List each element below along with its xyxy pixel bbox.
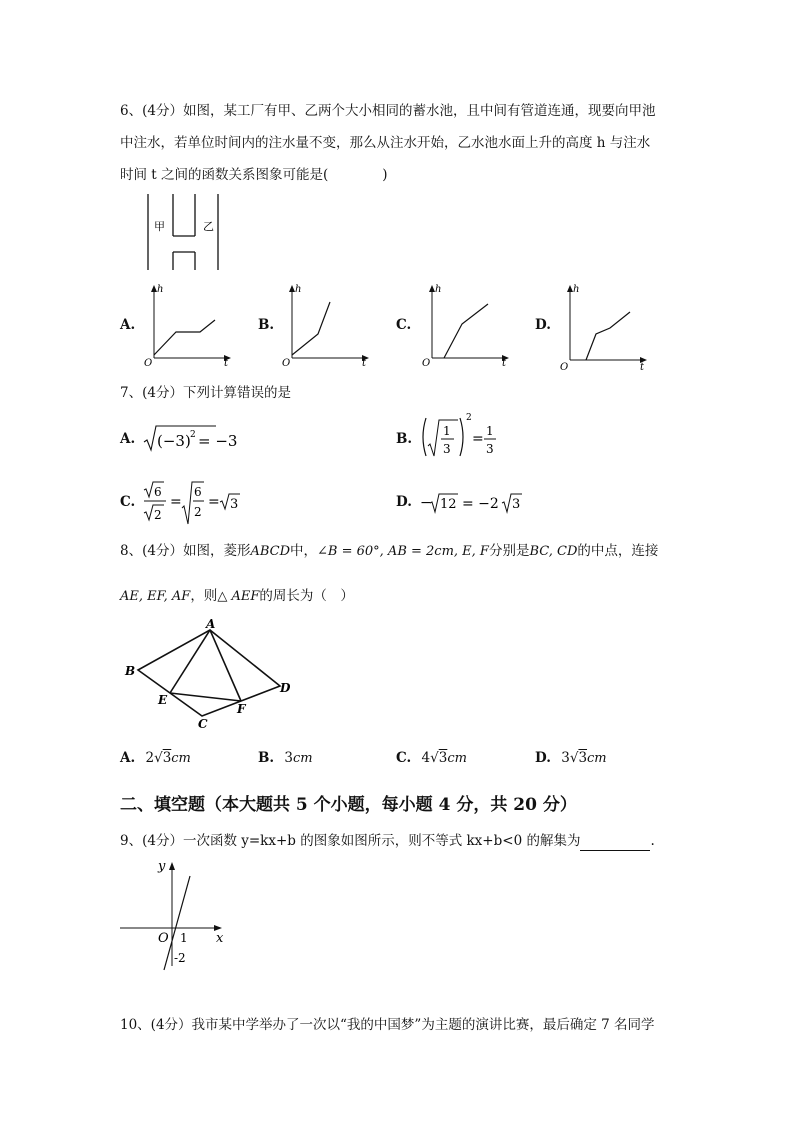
q9-stem: 9、(4分）一次函数 y=kx+b 的图象如图所示，则不等式 kx+b<0 的解集为 . [120,833,655,849]
svg-text:1: 1 [486,424,494,438]
tank-diagram [140,190,230,275]
svg-text:t: t [502,358,507,367]
svg-text:B: B [125,664,136,678]
q6-option-c-label[interactable]: C. [396,317,412,333]
svg-text:=: = [208,494,220,510]
svg-text:−: − [420,495,432,511]
svg-text:F: F [237,702,246,716]
svg-text:(−3): (−3) [157,432,191,450]
svg-text:A: A [206,618,216,631]
svg-text:O: O [144,358,153,367]
svg-text:y: y [158,859,166,874]
svg-text:= −3: = −3 [198,432,238,450]
q7-option-b-label[interactable]: B. [396,431,413,447]
svg-text:C: C [198,717,208,731]
q9-answer-blank[interactable] [580,836,650,851]
svg-text:D: D [280,681,291,695]
svg-text:2: 2 [190,430,196,440]
svg-text:-2: -2 [174,951,186,965]
q6-option-a-label[interactable]: A. [120,317,136,333]
q6-line-2: 中注水，若单位时间内的注水量不变，那么从注水开始，乙水池水面上升的高度 h 与注水 [120,135,651,151]
tank-left-label: 甲 [154,220,165,233]
q7-option-c-expr [142,478,252,528]
q7-option-d-label[interactable]: D. [396,494,412,510]
svg-text:3: 3 [486,442,494,456]
q7-option-d-expr [418,488,528,518]
svg-text:x: x [216,931,224,946]
svg-text:O: O [560,362,569,372]
q7-stem: 7、(4分）下列计算错误的是 [120,385,291,401]
svg-text:2: 2 [194,505,202,519]
q8-option-d[interactable]: D. 3√3cm [535,750,607,766]
svg-text:=: = [170,494,182,510]
svg-text:6: 6 [154,485,162,499]
section-heading: 二、填空题（本大题共 5 个小题，每小题 4 分，共 20 分） [120,795,577,815]
q6-line-1: 6、(4分）如图，某工厂有甲、乙两个大小相同的蓄水池，且中间有管道连通，现要向甲池 [120,103,656,119]
svg-text:2: 2 [466,413,472,423]
svg-text:6: 6 [194,485,202,499]
q6-graph-d [556,282,651,372]
svg-text:3: 3 [230,497,239,512]
q6-option-d-label[interactable]: D. [535,317,551,333]
q10-stem: 10、(4分）我市某中学举办了一次以“我的中国梦”为主题的演讲比赛，最后确定 7 名同学 [120,1017,655,1033]
q8-line-1: 8、(4分）如图，菱形ABCD中，∠B = 60°, AB = 2cm, E, F分别是BC, CD的中点，连接 [120,543,659,559]
q8-option-c[interactable]: C. 4√3cm [396,750,467,766]
q6-graph-b [278,282,373,367]
svg-text:O: O [282,358,291,367]
svg-text:3: 3 [443,442,451,456]
svg-text:1: 1 [443,424,451,438]
rhombus-diagram [118,618,303,738]
svg-text:3: 3 [512,497,521,512]
svg-text:2: 2 [154,508,162,522]
q6-option-b-label[interactable]: B. [258,317,275,333]
svg-text:t: t [640,362,645,372]
q7-option-b-expr [418,408,518,468]
svg-text:h: h [435,284,442,295]
svg-text:t: t [224,358,229,367]
tank-right-label: 乙 [203,220,214,233]
q7-option-a-label[interactable]: A. [120,431,136,447]
q6-line-3: 时间 t 之间的函数关系图象可能是( ) [120,167,388,183]
svg-text:= −2: = −2 [462,496,499,512]
svg-text:h: h [573,284,580,295]
q6-graph-a [140,282,235,367]
svg-text:E: E [158,693,168,707]
q6-graph-c [418,282,513,367]
svg-text:h: h [295,284,302,295]
q8-option-a[interactable]: A. 2√3cm [120,750,191,766]
svg-text:t: t [362,358,367,367]
q7-option-a-expr [142,420,252,458]
svg-text:O: O [158,931,169,946]
q8-option-b[interactable]: B. 3cm [258,750,313,766]
svg-text:12: 12 [440,497,457,512]
svg-text:O: O [422,358,431,367]
q8-line-2: AE, EF, AF，则△ AEF的周长为（ ） [120,588,354,604]
q7-option-c-label[interactable]: C. [120,494,136,510]
svg-text:h: h [157,284,164,295]
q9-graph [118,858,233,973]
svg-text:=: = [472,431,484,447]
svg-text:1: 1 [180,931,188,945]
